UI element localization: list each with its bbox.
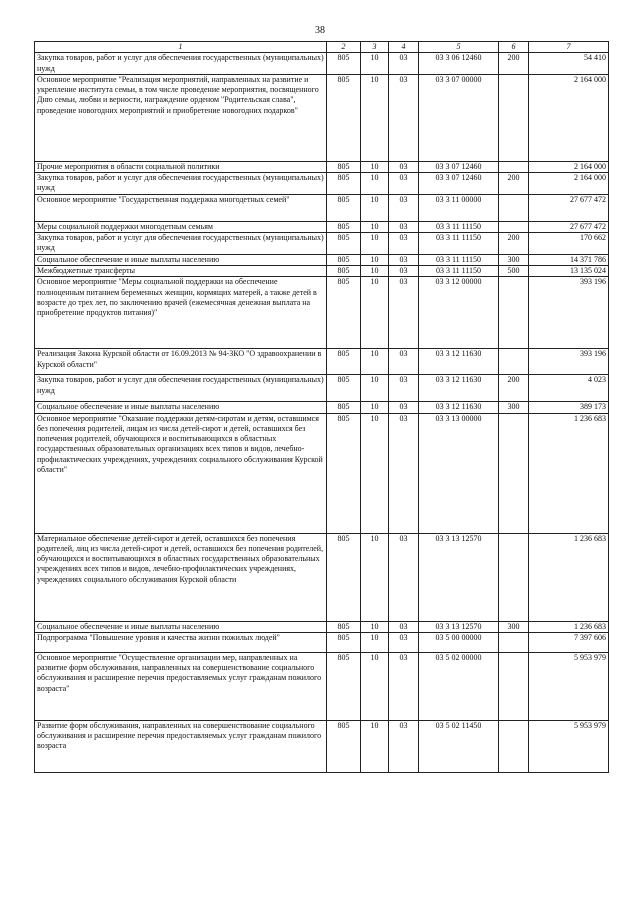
row-target-article: 03 3 12 11630	[419, 402, 499, 413]
row-expense-type	[499, 194, 529, 221]
row-subsection: 03	[389, 533, 419, 621]
row-name: Закупка товаров, работ и услуг для обеспечения государственных (муниципальных) нужд	[35, 173, 327, 195]
row-section: 10	[361, 349, 389, 375]
row-section: 10	[361, 233, 389, 255]
row-subsection: 03	[389, 277, 419, 349]
row-target-article: 03 3 07 12460	[419, 173, 499, 195]
row-subsection: 03	[389, 402, 419, 413]
row-grbs: 805	[327, 621, 361, 632]
row-grbs: 805	[327, 53, 361, 75]
row-expense-type: 200	[499, 375, 529, 402]
row-subsection: 03	[389, 621, 419, 632]
row-expense-type	[499, 632, 529, 652]
row-name: Развитие форм обслуживания, направленных на совершенствование социального обслуживания и расширение перечня предоставляемых услуг гражданам пожилого возраста	[35, 720, 327, 772]
row-subsection: 03	[389, 173, 419, 195]
row-sum: 27 677 472	[529, 194, 609, 221]
row-name: Социальное обеспечение и иные выплаты населению	[35, 402, 327, 413]
row-sum: 7 397 606	[529, 632, 609, 652]
row-sum: 54 410	[529, 53, 609, 75]
row-section: 10	[361, 413, 389, 533]
row-name: Социальное обеспечение и иные выплаты населению	[35, 254, 327, 265]
row-name: Социальное обеспечение и иные выплаты населению	[35, 621, 327, 632]
table-row	[35, 265, 609, 276]
row-sum: 5 953 979	[529, 720, 609, 772]
row-grbs: 805	[327, 720, 361, 772]
row-grbs: 805	[327, 161, 361, 172]
row-grbs: 805	[327, 533, 361, 621]
row-expense-type: 500	[499, 265, 529, 276]
row-name: Прочие мероприятия в области социальной политики	[35, 161, 327, 172]
row-sum: 1 236 683	[529, 533, 609, 621]
row-section: 10	[361, 221, 389, 232]
row-grbs: 805	[327, 265, 361, 276]
table-row	[35, 349, 609, 375]
table-row	[35, 632, 609, 652]
row-name: Основное мероприятие "Оказание поддержки детям-сиротам и детям, оставшимся без попечения родителей, лицам из числа детей-сирот и детей, оставшихся без попечения родителей, обучающихся и воспитывающихся в областных государственных образовательных организациях всех типов и видов, лечебно-профилактических учреждениях, учреждениях социального обслуживания Курской области"	[35, 413, 327, 533]
row-target-article: 03 3 07 12460	[419, 161, 499, 172]
row-section: 10	[361, 194, 389, 221]
row-name: Основное мероприятие "Реализация мероприятий, направленных на развитие и укрепление института семьи, в том числе проведение мероприятия, посвященного Дню семьи, любви и верности, награждение орденом "Родительская слава", проведение новогодних мероприятий и приобретение новогодних подарков"	[35, 74, 327, 161]
table-row	[35, 375, 609, 402]
row-section: 10	[361, 533, 389, 621]
row-sum: 2 164 000	[529, 74, 609, 161]
row-expense-type	[499, 413, 529, 533]
table-row	[35, 173, 609, 195]
row-subsection: 03	[389, 413, 419, 533]
row-target-article: 03 5 02 11450	[419, 720, 499, 772]
row-expense-type	[499, 652, 529, 720]
row-expense-type: 300	[499, 254, 529, 265]
row-name: Материальное обеспечение детей-сирот и детей, оставшихся без попечения родителей, лиц из числа детей-сирот и детей, оставшихся без попечения родителей, обучающихся и воспитывающихся в областных государственных образовательных учреждениях всех типов и видов, лечебно-профилактических учреждениях, учреждениях социального обслуживания Курской области	[35, 533, 327, 621]
row-sum: 2 164 000	[529, 161, 609, 172]
row-target-article: 03 3 12 11630	[419, 349, 499, 375]
row-name: Межбюджетные трансферты	[35, 265, 327, 276]
row-sum: 4 023	[529, 375, 609, 402]
column-header: 3	[361, 42, 389, 53]
column-header: 5	[419, 42, 499, 53]
row-expense-type	[499, 349, 529, 375]
row-target-article: 03 5 02 00000	[419, 652, 499, 720]
row-sum: 1 236 683	[529, 621, 609, 632]
table-row	[35, 233, 609, 255]
table-row	[35, 221, 609, 232]
column-header: 4	[389, 42, 419, 53]
table-row	[35, 720, 609, 772]
row-target-article: 03 3 11 00000	[419, 194, 499, 221]
row-name: Основное мероприятие "Государственная поддержка многодетных семей"	[35, 194, 327, 221]
row-sum: 5 953 979	[529, 652, 609, 720]
row-subsection: 03	[389, 652, 419, 720]
table-row	[35, 161, 609, 172]
row-subsection: 03	[389, 194, 419, 221]
row-section: 10	[361, 265, 389, 276]
row-grbs: 805	[327, 254, 361, 265]
row-subsection: 03	[389, 221, 419, 232]
row-sum: 13 135 024	[529, 265, 609, 276]
row-subsection: 03	[389, 349, 419, 375]
row-name: Закупка товаров, работ и услуг для обеспечения государственных (муниципальных) нужд	[35, 53, 327, 75]
row-name: Основное мероприятие "Меры социальной поддержки на обеспечение полноценным питанием беременных женщин, кормящих матерей, а также детей в возрасте до трех лет, по заключению врачей (ежемесячная денежная выплата на приобретение продуктов питания)"	[35, 277, 327, 349]
row-grbs: 805	[327, 221, 361, 232]
table-row	[35, 53, 609, 75]
row-expense-type	[499, 277, 529, 349]
row-grbs: 805	[327, 194, 361, 221]
row-subsection: 03	[389, 233, 419, 255]
table-row	[35, 194, 609, 221]
row-sum: 393 196	[529, 277, 609, 349]
row-grbs: 805	[327, 277, 361, 349]
row-target-article: 03 3 11 11150	[419, 265, 499, 276]
row-target-article: 03 3 11 11150	[419, 233, 499, 255]
row-name: Закупка товаров, работ и услуг для обеспечения государственных (муниципальных) нужд	[35, 233, 327, 255]
row-subsection: 03	[389, 632, 419, 652]
row-expense-type: 200	[499, 233, 529, 255]
column-header: 2	[327, 42, 361, 53]
column-header: 6	[499, 42, 529, 53]
table-row	[35, 413, 609, 533]
row-sum: 389 173	[529, 402, 609, 413]
row-subsection: 03	[389, 74, 419, 161]
row-section: 10	[361, 173, 389, 195]
page-number: 38	[315, 25, 325, 36]
table-row	[35, 533, 609, 621]
table-row	[35, 652, 609, 720]
row-grbs: 805	[327, 74, 361, 161]
table-row	[35, 277, 609, 349]
row-section: 10	[361, 161, 389, 172]
row-expense-type	[499, 161, 529, 172]
row-name: Реализация Закона Курской области от 16.09.2013 № 94-ЗКО "О здравоохранении в Курской области"	[35, 349, 327, 375]
row-sum: 170 662	[529, 233, 609, 255]
row-target-article: 03 3 12 11630	[419, 375, 499, 402]
row-subsection: 03	[389, 375, 419, 402]
row-section: 10	[361, 621, 389, 632]
row-section: 10	[361, 254, 389, 265]
row-section: 10	[361, 74, 389, 161]
row-expense-type	[499, 720, 529, 772]
row-target-article: 03 3 11 11150	[419, 221, 499, 232]
row-target-article: 03 3 07 00000	[419, 74, 499, 161]
row-section: 10	[361, 632, 389, 652]
row-section: 10	[361, 652, 389, 720]
row-name: Закупка товаров, работ и услуг для обеспечения государственных (муниципальных) нужд	[35, 375, 327, 402]
row-subsection: 03	[389, 254, 419, 265]
row-expense-type	[499, 221, 529, 232]
budget-table	[34, 41, 609, 773]
row-grbs: 805	[327, 632, 361, 652]
row-name: Основное мероприятие "Осуществление организации мер, направленных на развитие форм обслуживания, направленных на совершенствование социального обслуживания и расширение перечня предоставляемых услуг гражданам пожилого возраста"	[35, 652, 327, 720]
row-expense-type: 200	[499, 53, 529, 75]
row-grbs: 805	[327, 652, 361, 720]
row-target-article: 03 5 00 00000	[419, 632, 499, 652]
row-grbs: 805	[327, 413, 361, 533]
row-expense-type: 300	[499, 621, 529, 632]
row-expense-type: 200	[499, 173, 529, 195]
row-target-article: 03 3 06 12460	[419, 53, 499, 75]
row-section: 10	[361, 53, 389, 75]
row-target-article: 03 3 13 12570	[419, 621, 499, 632]
row-section: 10	[361, 720, 389, 772]
column-header: 1	[35, 42, 327, 53]
row-expense-type	[499, 533, 529, 621]
table-row	[35, 74, 609, 161]
row-subsection: 03	[389, 720, 419, 772]
row-target-article: 03 3 12 00000	[419, 277, 499, 349]
row-name: Подпрограмма "Повышение уровня и качества жизни пожилых людей"	[35, 632, 327, 652]
row-sum: 393 196	[529, 349, 609, 375]
table-row	[35, 402, 609, 413]
row-subsection: 03	[389, 53, 419, 75]
row-section: 10	[361, 402, 389, 413]
row-sum: 27 677 472	[529, 221, 609, 232]
row-grbs: 805	[327, 402, 361, 413]
row-target-article: 03 3 11 11150	[419, 254, 499, 265]
row-subsection: 03	[389, 161, 419, 172]
row-subsection: 03	[389, 265, 419, 276]
row-expense-type: 300	[499, 402, 529, 413]
row-grbs: 805	[327, 349, 361, 375]
table-row	[35, 254, 609, 265]
table-row	[35, 621, 609, 632]
header-row	[35, 42, 609, 53]
row-target-article: 03 3 13 12570	[419, 533, 499, 621]
row-sum: 2 164 000	[529, 173, 609, 195]
row-grbs: 805	[327, 233, 361, 255]
row-expense-type	[499, 74, 529, 161]
row-grbs: 805	[327, 173, 361, 195]
column-header: 7	[529, 42, 609, 53]
row-sum: 1 236 683	[529, 413, 609, 533]
row-sum: 14 371 786	[529, 254, 609, 265]
row-target-article: 03 3 13 00000	[419, 413, 499, 533]
row-section: 10	[361, 375, 389, 402]
row-name: Меры социальной поддержки многодетным семьям	[35, 221, 327, 232]
row-grbs: 805	[327, 375, 361, 402]
row-section: 10	[361, 277, 389, 349]
